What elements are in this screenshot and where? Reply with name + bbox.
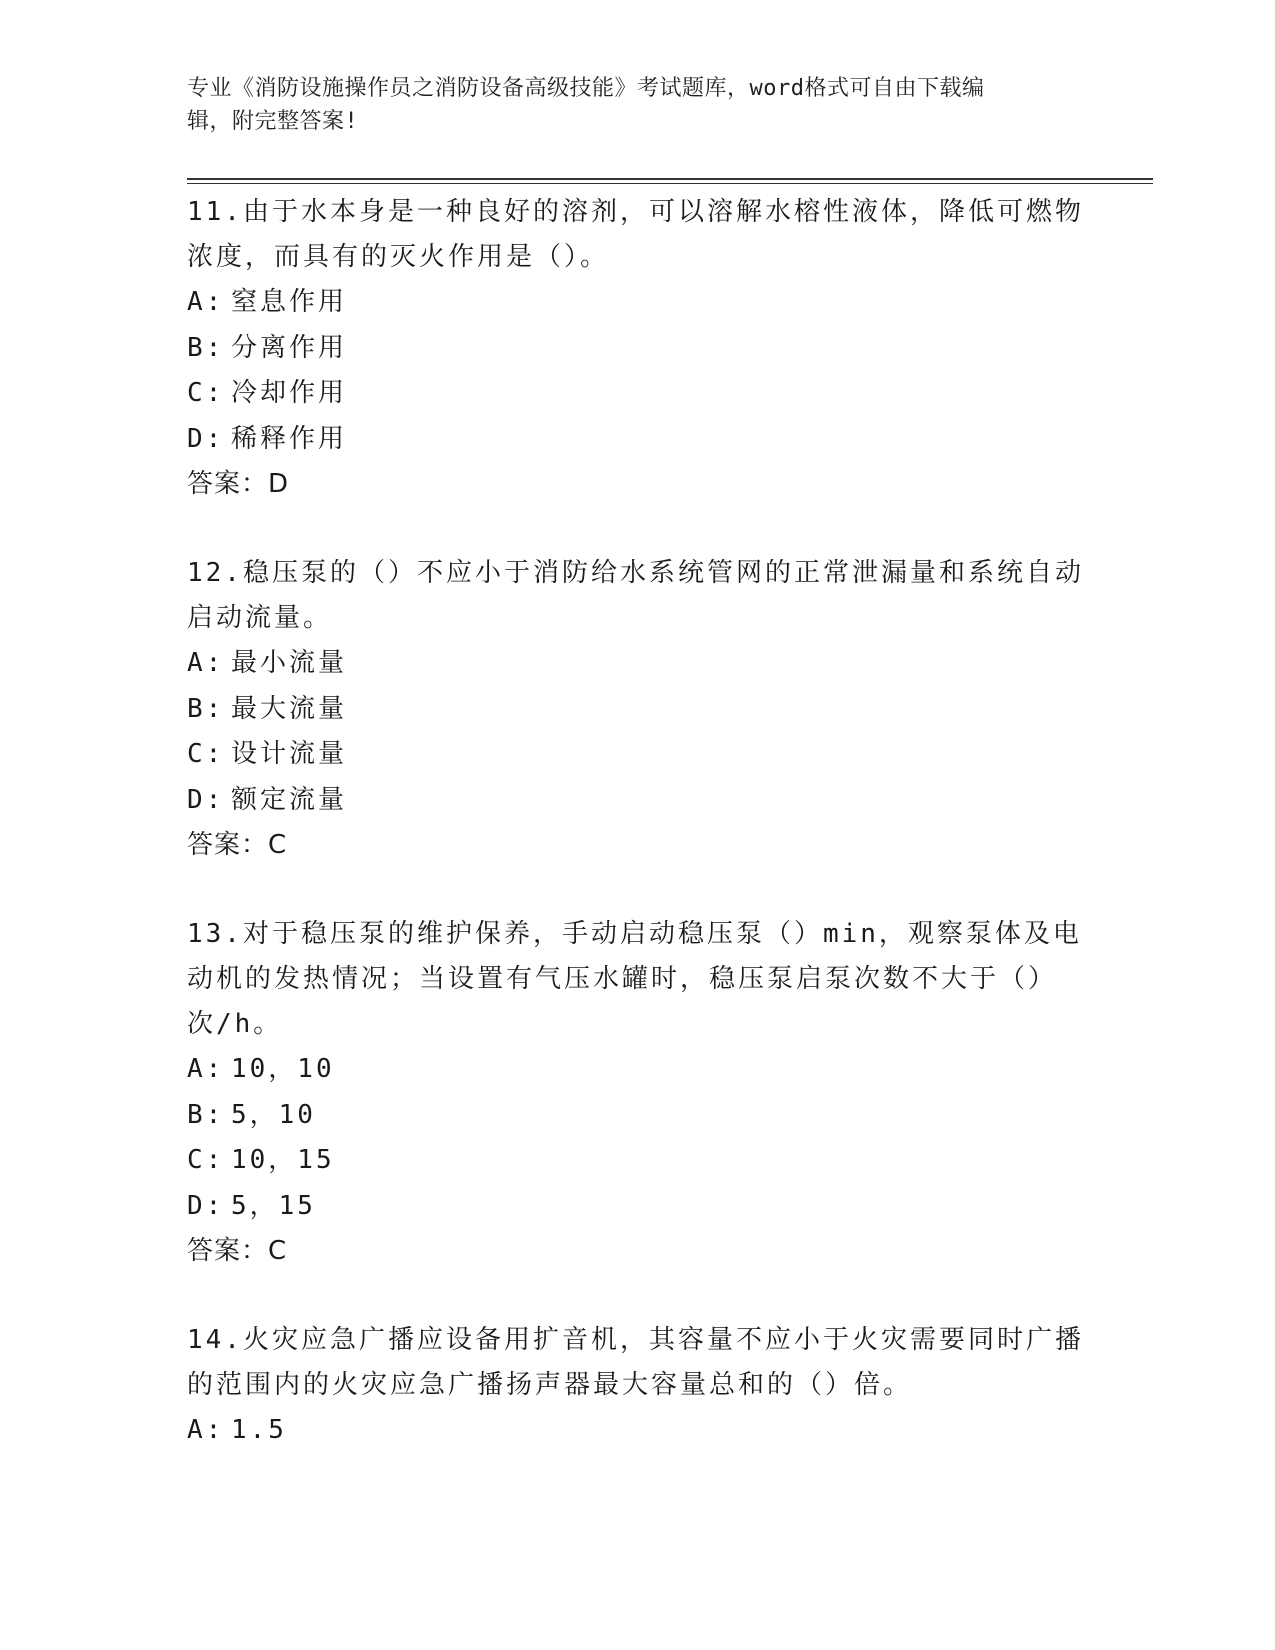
option-a xyxy=(187,280,1087,326)
option-text: 分离作用 xyxy=(231,332,348,363)
option-b xyxy=(187,687,1087,733)
option-b xyxy=(187,1093,1087,1139)
option-letter: C: xyxy=(187,739,225,769)
question-text-line: 14.火灾应急广播应设备用扩音机，其容量不应小于火灾需要同时广播 xyxy=(187,1325,1084,1355)
option-c xyxy=(187,371,1087,417)
answer-line: 答案：D xyxy=(187,469,290,499)
question-text-line: 13.对于稳压泵的维护保养，手动启动稳压泵（）min，观察泵体及电 xyxy=(187,919,1082,949)
header-divider-thick xyxy=(187,178,1153,180)
answer-line: 答案：C xyxy=(187,1236,288,1266)
option-d xyxy=(187,778,1087,824)
option-c xyxy=(187,732,1087,778)
option-letter: A: xyxy=(187,648,225,678)
option-b xyxy=(187,326,1087,372)
question-text-line: 11.由于水本身是一种良好的溶剂，可以溶解水榕性液体，降低可燃物 xyxy=(187,197,1084,227)
option-a xyxy=(187,1047,1087,1093)
question-11 xyxy=(187,190,1087,507)
option-letter: B: xyxy=(187,1099,225,1130)
header-line-1: 专业《消防设施操作员之消防设备高级技能》考试题库，word格式可自由下载编 xyxy=(187,76,985,101)
option-text: 稀释作用 xyxy=(231,423,348,454)
question-13 xyxy=(187,912,1087,1274)
option-text: 10，10 xyxy=(231,1054,335,1084)
option-letter: A: xyxy=(187,1415,225,1445)
question-text-line: 12.稳压泵的（）不应小于消防给水系统管网的正常泄漏量和系统自动 xyxy=(187,558,1084,588)
question-text-line: 浓度，而具有的灭火作用是（）。 xyxy=(187,242,610,272)
option-text: 额定流量 xyxy=(231,784,348,815)
document-header xyxy=(187,72,1067,138)
option-text: 5，10 xyxy=(231,1099,316,1130)
question-text-line: 动机的发热情况；当设置有气压水罐时，稳压泵启泵次数不大于（） xyxy=(187,964,1058,994)
option-text: 窒息作用 xyxy=(231,287,348,317)
question-text-line: 启动流量。 xyxy=(187,603,333,633)
option-text: 1.5 xyxy=(231,1415,287,1445)
option-letter: A: xyxy=(187,287,225,317)
option-d xyxy=(187,417,1087,463)
question-14 xyxy=(187,1318,1087,1454)
option-letter: C: xyxy=(187,378,225,408)
option-c xyxy=(187,1138,1087,1184)
question-list xyxy=(187,190,1087,1498)
option-letter: D: xyxy=(187,423,225,454)
option-text: 设计流量 xyxy=(231,739,348,769)
option-d xyxy=(187,1184,1087,1230)
question-text-line: 的范围内的火灾应急广播扬声器最大容量总和的（）倍。 xyxy=(187,1370,913,1400)
option-text: 5，15 xyxy=(231,1190,316,1221)
option-letter: D: xyxy=(187,784,225,815)
answer-line: 答案：C xyxy=(187,830,288,860)
option-letter: A: xyxy=(187,1054,225,1084)
option-letter: B: xyxy=(187,693,225,724)
option-text: 10，15 xyxy=(231,1145,335,1175)
header-line-2: 辑，附完整答案! xyxy=(187,109,359,134)
option-text: 冷却作用 xyxy=(231,378,348,408)
question-text-line: 次/h。 xyxy=(187,1009,283,1039)
option-letter: B: xyxy=(187,332,225,363)
question-12 xyxy=(187,551,1087,868)
option-text: 最大流量 xyxy=(231,693,348,724)
option-a xyxy=(187,1408,1087,1454)
option-a xyxy=(187,641,1087,687)
header-divider-thin xyxy=(187,183,1153,184)
option-letter: D: xyxy=(187,1190,225,1221)
option-letter: C: xyxy=(187,1145,225,1175)
option-text: 最小流量 xyxy=(231,648,348,678)
